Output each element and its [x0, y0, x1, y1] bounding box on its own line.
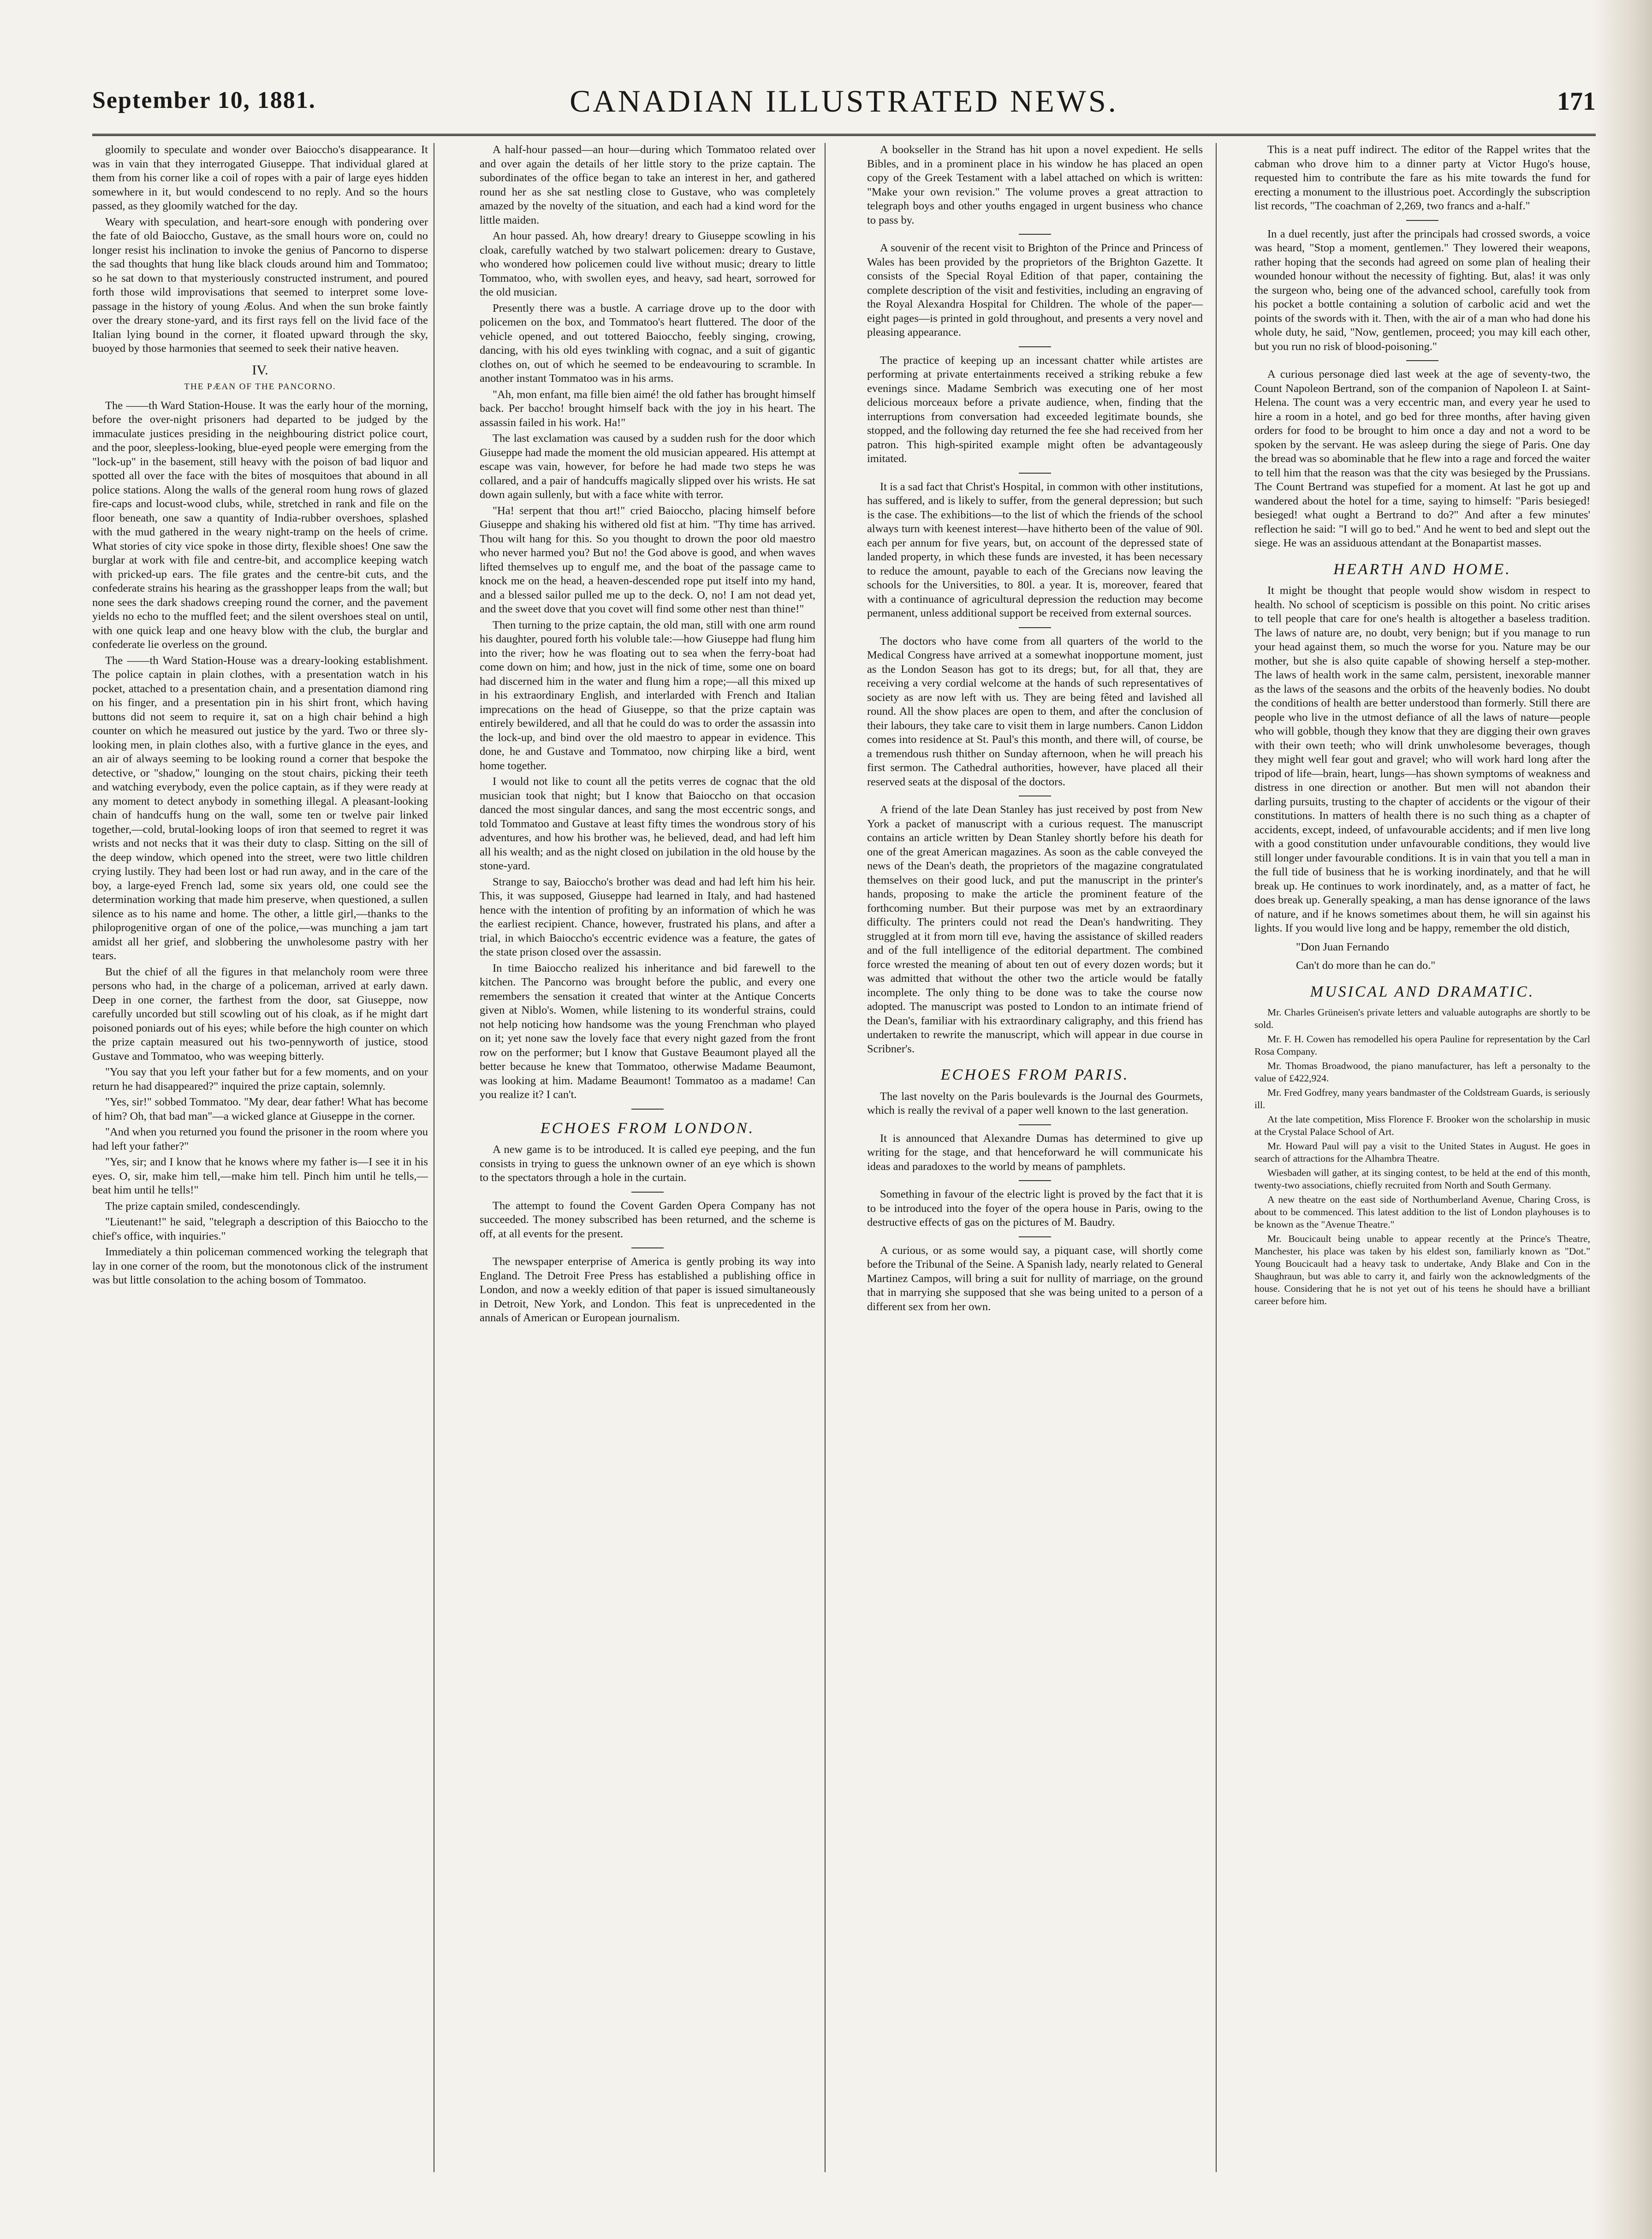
paragraph: "Ha! serpent that thou art!" cried Baioccho, placing himself before Giuseppe and shaking his withered old fist at him. "Thy time has arrived. Thou wilt hang for this. So you thought to drown the poor old maestro who never harmed you? But no! the God above is good, and when waves lifted themselves up to engulf me, and the boat of the passage came to knock me on the head, a heaven-descended rope put itself into my hand, and a blessed sailor pulled me up to the deck. O, no! I am not dead yet, and the sweet dove that you covet will find some other nest than thine!": [480, 504, 815, 615]
paragraph: The newspaper enterprise of America is gently probing its way into England. The Detroit Free Press has established a publishing office in London, and now a weekly edition of that paper is issued simultaneously in Detroit, New York, and London. This feat is unprecedented in the annals of American or European journalism.: [480, 1255, 815, 1324]
paragraph: It is announced that Alexandre Dumas has determined to give up writing for the stage, and that henceforward he will communicate his ideas and paradoxes to the world by means of pamphlets.: [867, 1132, 1203, 1173]
news-item: Mr. Charles Grüneisen's private letters and valuable autographs are shortly to be sold.: [1254, 1007, 1590, 1030]
news-item: Mr. Boucicault being unable to appear recently at the Prince's Theatre, Manchester, his place was taken by his eldest son, familiarly known as "Dot." Young Boucicault had a heavy task to undertake, Andy Blake and Con in the Shaughraun, but was able to carry it, and fairly won the acknowledgments of the house. Considering that he is not yet out of his teens he should have a brilliant career before him.: [1254, 1233, 1590, 1307]
paragraph: In a duel recently, just after the principals had crossed swords, a voice was heard, "Stop a moment, gentlemen." They lowered their weapons, rather hoping that the seconds had agreed on some plan of healing their wounded honour without the necessity of fighting. But, alas! it was only the surgeon who, being one of the advanced school, carefully took from his pocket a bottle containing a solution of carbolic acid and wet the points of the swords with it. Then, with the air of a man who had done his whole duty, he said, "Now, gentlemen, proceed; you may kill each other, but you run no risk of blood-poisoning.": [1254, 227, 1590, 353]
section-heading: ECHOES FROM LONDON.: [540, 1119, 755, 1137]
paragraph: gloomily to speculate and wonder over Baioccho's disappearance. It was in vain that they interrogated Giuseppe. That individual glared at them from his corner like a coil of ropes with a pair of large eyes hidden somewhere in it, but would condescend to no reply. And so the hours passed, as they gloomily watched for the day.: [92, 143, 428, 212]
paragraph: It is a sad fact that Christ's Hospital, in common with other institutions, has suffered, and is likely to suffer, from the general depression; but such is the case. The exhibitions—to the list of which the friends of the school always turn with keenest interest—have hitherto been of the value of 90l. each per annum for five years, but, on account of the depressed state of landed property, in which these funds are invested, it has been necessary to reduce the amount, payable to each of the Grecians now leaving the schools for the Universities, to 80l. a year. It is, moreover, feared that with a continuance of agricultural depression the reduction may become permanent, unless additional support be received from external sources.: [867, 480, 1203, 619]
item-divider: [1019, 1180, 1051, 1181]
paragraph: A curious personage died last week at the age of seventy-two, the Count Napoleon Bertrand, son of the companion of Napoleon I. at Saint-Helena. The count was a very eccentric man, and every year he used to hire a room in a hotel, and go bed for three months, after having given orders for food to be brought to him once a day and not a word to be spoken by the servant. He was asleep during the siege of Paris. One day the bread was so abominable that he flew into a rage and forced the waiter to tell him that the reason was that the city was besieged by the Prussians. The Count Bertrand was stupefied for a moment. At last he got up and wandered about the hotel for a time, saying to himself: "Paris besieged! besieged! what ought a Bertrand to do?" And after a few minutes' reflection he said: "I will go to bed." And he went to bed and slept out the siege. He was an assiduous attendant at the Bonapartist masses.: [1254, 368, 1590, 549]
page-edge: [1592, 0, 1652, 2239]
paragraph: A new game is to be introduced. It is called eye peeping, and the fun consists in trying to guess the unknown owner of an eye which is shown to the spectators through a hole in the curtain.: [480, 1143, 815, 1184]
column-2: [480, 143, 815, 2172]
paragraph: A curious, or as some would say, a piquant case, will shortly come before the Tribunal of the Seine. A Spanish lady, nearly related to General Martinez Campos, will bring a suit for nullity of marriage, on the ground that in marrying she supposed that she was being united to a person of a different sex from her own.: [867, 1244, 1203, 1313]
paragraph: A friend of the late Dean Stanley has just received by post from New York a packet of manuscript with a curious request. The manuscript contains an article written by Dean Stanley shortly before his death for one of the great American magazines. As soon as the cable conveyed the news of the Dean's death, the proprietors of the magazine congratulated themselves on their good luck, and put the manuscript in the printer's hands, proposing to make the article the prominent feature of the forthcoming number. But their purpose was met by an extraordinary difficulty. The printers could not read the Dean's handwriting. They struggled at it from morn till eve, having the assistance of skilled readers and of the full intelligence of the editorial department. The combined force wrested the meaning of about ten out of every dozen words; but it was admitted that without the other two the article would be fatally incomplete. The only thing to be done was to take the course now adopted. The manuscript was posted to London to an intimate friend of the Dean's, familiar with his extraordinary caligraphy, and this friend has undertaken to rewrite the manuscript, which will appear in due course in Scribner's.: [867, 803, 1203, 1055]
item-divider: [1019, 473, 1051, 474]
paragraph: The practice of keeping up an incessant chatter while artistes are performing at private entertainments received a striking rebuke a few evenings since. Madame Sembrich was executing one of her most delicious morceaux before a private audience, when, finding that the interruptions from conversation had exceeded legitimate bounds, she stopped, and the following day returned the fee she had received from her patron. This high-spirited example might often be advantageously imitated.: [867, 354, 1203, 465]
paragraph: Weary with speculation, and heart-sore enough with pondering over the fate of old Baioccho, Gustave, as the small hours wore on, could no longer resist his inclination to invoke the genius of Pancorno to disperse the sad thoughts that hung like black clouds around him and Tommatoo; so he sat down to that mysteriously constructed instrument, and poured forth those wild improvisations that seemed to interpret some love-passage in the history of young Æolus. And when the sun broke faintly over the dreary stone-yard, and its first rays fell on the livid face of the Italian lying bound in the corner, it floated upward through the sky, buoyed by those harmonies that seemed to seek their native heaven.: [92, 215, 428, 355]
paragraph: A souvenir of the recent visit to Brighton of the Prince and Princess of Wales has been provided by the proprietors of the Brighton Gazette. It consists of the Special Royal Edition of that paper, containing the complete description of the visit and festivities, including an engraving of the Royal Alexandra Hospital for Children. The whole of the paper—eight pages—is printed in gold throughout, and presents a very novel and pleasing appearance.: [867, 242, 1203, 339]
paragraph: "Lieutenant!" he said, "telegraph a description of this Baioccho to the chief's office, with inquiries.": [92, 1216, 428, 1242]
paragraph: The ——th Ward Station-House. It was the early hour of the morning, before the over-night prisoners had departed to be judged by the immaculate justices presiding in the neighbouring district police court, and the poor, sleepless-looking, blue-eyed people were emerging from the "lock-up" in the basement, still heavy with the poison of bad liquor and spotted all over the face with the bites of mosquitoes that abound in all police stations. Along the walls of the general room hung rows of glazed fire-caps and locust-wood clubs, while, stretched in rank and file on the floor beneath, one saw a quantity of India-rubber overshoes, splashed with the mud gathered in the weary night-tramp on the heels of crime. What stories of city vice spoke in those dirty, flexible shoes! One saw the burglar at work with file and centre-bit, and accomplice keeping watch with pricked-up ears. The file grates and the centre-bit cuts, and the confederate strains his hearing as the grasshopper leaps from the wall; but none sees the dark shadows creeping round the corner, and the pavement yields no echo to the muffled feet; and the silent overshoes steal on until, with one quick leap and one heavy blow with the club, the burglar and confederate lie overless on the ground.: [92, 399, 428, 651]
paragraph: Immediately a thin policeman commenced working the telegraph that lay in one corner of the room, but the monotonous click of the instrument was but little consolation to the aching bosom of Tommatoo.: [92, 1246, 428, 1286]
page-number: 171: [1557, 87, 1596, 116]
paragraph: A bookseller in the Strand has hit upon a novel expedient. He sells Bibles, and in a prominent place in his window he has placed an open copy of the Greek Testament with a label attached on which is written: "Make your own revision." The volume proves a great attraction to telegraph boys and other youths engaged in urgent business who chance to pass by.: [867, 143, 1203, 226]
section-heading: MUSICAL AND DRAMATIC.: [1310, 983, 1535, 1000]
paragraph: Presently there was a bustle. A carriage drove up to the door with policemen on the box, and Tommatoo's heart fluttered. The door of the vehicle opened, and out tottered Baioccho, feebly singing, crowing, dancing, with his old eyes twinkling with cognac, and a suit of gigantic clothes on, out of which he seemed to be endeavouring to scramble. In another instant Tommatoo was in his arms.: [480, 302, 815, 385]
column-3: [867, 143, 1203, 2172]
column-4: [1254, 143, 1590, 2172]
quoted-verse: "Don Juan Fernando: [1296, 940, 1389, 953]
paragraph: But the chief of all the figures in that melancholy room were three persons who had, in the charge of a policeman, arrived at early dawn. Deep in one corner, the farthest from the door, sat Giuseppe, now carefully uncorded but still scowling out of his cloak, as if he might dart poisoned poniards out of his eyes; while before the high counter on which the prize captain measured out his two-pennyworth of justice, stood Gustave and Tommatoo, who was weeping bitterly.: [92, 965, 428, 1063]
section-divider: [631, 1109, 664, 1110]
section-heading: ECHOES FROM PARIS.: [940, 1066, 1129, 1083]
paragraph: This is a neat puff indirect. The editor of the Rappel writes that the cabman who drove him to a dinner party at Victor Hugo's house, requested him to contribute the fare as his mite towards the fund for erecting a monument to the illustrious poet. Accordingly the subscription list records, "The coachman of 2,269, two francs and a-half.": [1254, 143, 1590, 212]
masthead: [92, 83, 1596, 125]
column-1: [92, 143, 428, 2172]
item-divider: [1019, 1124, 1051, 1125]
item-divider: [631, 1192, 664, 1193]
paragraph: A half-hour passed—an hour—during which Tommatoo related over and over again the details of her little story to the prize captain. The subordinates of the office began to take an interest in her, and gathered round her as she sat nestling close to Gustave, who was completely amazed by the novelty of the situation, and each had a kind word for the little maiden.: [480, 143, 815, 226]
news-item: A new theatre on the east side of Northumberland Avenue, Charing Cross, is about to be commenced. This latest addition to the list of London playhouses is to be known as the "Avenue Theatre.": [1254, 1194, 1590, 1230]
paragraph: Something in favour of the electric light is proved by the fact that it is to be introduced into the foyer of the opera house in Paris, owing to the destructive effects of gas on the pictures of M. Baudry.: [867, 1188, 1203, 1229]
column-divider: [1216, 143, 1217, 2172]
column-divider: [825, 143, 826, 2172]
item-divider: [1406, 360, 1438, 361]
paragraph: The ——th Ward Station-House was a dreary-looking establishment. The police captain in plain clothes, with a presentation watch in his pocket, attached to a presentation chain, and a presentation diamond ring on his finger, and a presentation pin in his shirt front, which having buttons did not seem to require it, sat on a high chair behind a high counter on which he measured out justice by the yard. Two or three sly-looking men, in plain clothes also, with a furtive glance in the eyes, and an air of always seeming to be looking round a corner that bespoke the detective, or "shadow," lounging on the stout chairs, picking their teeth and watching everybody, even the police captain, as if they were ready at any moment to detect anybody in something illegal. A pleasant-looking chain of handcuffs hung on the wall, some ten or twelve pair linked together,—cold, brutal-looking loops of iron that seemed to regret it was wrists and not necks that it was their duty to clasp. Sitting on the sill of the deep window, which opened into the street, were two little children crying lustily. They had been lost or had run away, and in the care of the boy, a large-eyed French lad, some six years old, one could see the determination working that made him preserve, when questioned, a sullen silence as to his name and home. The other, a little girl,—thanks to the philoprogenitive organ of one of the police,—was munching a jam tart amidst all her grief, and slobbering the unwholesome pastry with her tears.: [92, 654, 428, 962]
item-divider: [1019, 346, 1051, 347]
news-item: At the late competition, Miss Florence F. Brooker won the scholarship in music at the Crystal Palace School of Art.: [1254, 1114, 1590, 1137]
paragraph: In time Baioccho realized his inheritance and bid farewell to the kitchen. The Pancorno was brought before the public, and every one remembers the sensation it created that winter at the Antique Concerts given at Niblo's. Women, while listening to its wonderful strains, could not help noticing how handsome was the young Frenchman who played on it; yet none saw the lovely face that every night gazed from the front row on the performer; but I know that Gustave Beaumont played all the better because he knew that Tommatoo, otherwise Madame Beaumont, was looking at him. Madame Beaumont! Tommatoo as a madame! Can you realize it? I can't.: [480, 962, 815, 1101]
paragraph: "Yes, sir!" sobbed Tommatoo. "My dear, dear father! What has become of him? Oh, that bad man"—a wicked glance at Giuseppe in the corner.: [92, 1096, 428, 1122]
paragraph: The last exclamation was caused by a sudden rush for the door which Giuseppe had made the moment the old musician appeared. His attempt at escape was vain, however, for before he had made two steps he was collared, and a pair of handcuffs magically slipped over his wrists. He sat down again sullenly, but with a face white with terror.: [480, 432, 815, 501]
item-divider: [1406, 220, 1438, 221]
item-divider: [631, 1247, 664, 1248]
paragraph: It might be thought that people would show wisdom in respect to health. No school of scepticism is possible on this point. No critic arises to tell people that care for one's health is altogether a baseless tradition. The laws of nature are, no doubt, very benign; but if you manage to run your head against them, so much the worse for you. Nature may be our mother, but she is also quite capable of showing herself a step-mother. The laws of health work in the same calm, persistent, inexorable manner as the laws of the seasons and the orbits of the heavenly bodies. No doubt the conditions of health are better understood than formerly. Still there are people who live in the utmost defiance of all the laws of nature—people who will gobble, though they know that they are digging their own graves with their own teeth; who will drink unwholesome beverages, though they might well fear gout and gravel; who will work hard long after the tripod of life—brain, heart, lungs—has shown symptoms of weakness and distress in one direction or another. But men will not abandon their darling pursuits, trusting to the chapter of accidents or the vigour of their constitutions. In matters of health there is no such thing as a chapter of accidents, except, indeed, of unfavourable accidents; and if men live long with a good constitution under unfavourable conditions, they would live still longer under favourable conditions. It is in vain that you tell a man in the full tide of business that he is working inordinately, and that he will break up. He continues to work inordinately, and, as a matter of fact, he does break up. Generally speaking, a man has dense ignorance of the laws of nature, and if he knows sometimes about them, he will sin against his lights. If you would live long and be happy, remember the old distich,: [1254, 584, 1590, 934]
chapter-title: THE PÆAN OF THE PANCORNO.: [184, 382, 336, 392]
newspaper-title: CANADIAN ILLUSTRATED NEWS.: [570, 83, 1118, 119]
paragraph: The attempt to found the Covent Garden Opera Company has not succeeded. The money subscribed has been returned, and the scheme is off, at all events for the present.: [480, 1199, 815, 1240]
chapter-number: IV.: [252, 362, 268, 378]
paragraph: "And when you returned you found the prisoner in the room where you had left your father?": [92, 1126, 428, 1152]
paragraph: Strange to say, Baioccho's brother was dead and had left him his heir. This, it was supposed, Giuseppe had learned in Italy, and had hastened hence with the intention of profiting by an information of which he was the earliest recipient. Chance, however, frustrated his plans, and after a trial, in which Baioccho's eccentric evidence was a feature, the gates of the state prison closed over the assassin.: [480, 875, 815, 958]
news-items: [1254, 1006, 1590, 1307]
paragraph: "Yes, sir; and I know that he knows where my father is—I see it in his eyes. O, sir, make him tell,—make him tell. Pinch him until he tells,—beat him until he tells!": [92, 1156, 428, 1196]
section-heading: HEARTH AND HOME.: [1333, 560, 1511, 578]
item-divider: [1019, 1236, 1051, 1237]
issue-date: September 10, 1881.: [92, 87, 316, 113]
paragraph: Then turning to the prize captain, the old man, still with one arm round his daughter, poured forth his voluble tale:—how Giuseppe had flung him into the river; how he was floating out to sea when the ferry-boat had come down on him; and how, just in the nick of time, some one on board had discerned him in the water and flung him a rope;—all this mixed up in his extraordinary English, and interlarded with French and Italian imprecations on the head of Giuseppe, so that the prize captain was entirely bewildered, and all that he could do was to order the assassin into the lock-up, and bind over the old maestro to appear in evidence. This done, he and Gustave and Tommatoo, now chirping like a bird, went home together.: [480, 618, 815, 772]
item-divider: [1019, 627, 1051, 628]
masthead-rule: [92, 134, 1596, 136]
paragraph: The doctors who have come from all quarters of the world to the Medical Congress have arrived at a somewhat inopportune moment, just as the London Season has got to its dregs; but, for all that, they are receiving a very cordial welcome at the hands of such representatives of society as are now left with us. They are being fêted and lavished all round. All the show places are open to them, and after the conclusion of their labours, they take care to visit them in large numbers. Canon Liddon comes into residence at St. Paul's this month, and there will, of course, be a tremendous rush thither on Sunday afternoon, when he will preach his first sermon. The Cathedral authorities, however, have placed all their reserved seats at the disposal of the doctors.: [867, 635, 1203, 788]
news-item: Mr. Fred Godfrey, many years bandmaster of the Coldstream Guards, is seriously ill.: [1254, 1087, 1590, 1111]
item-divider: [1019, 234, 1051, 235]
news-item: Mr. Howard Paul will pay a visit to the United States in August. He goes in search of attractions for the Alhambra Theatre.: [1254, 1140, 1590, 1164]
paragraph: "Ah, mon enfant, ma fille bien aimé! the old father has brought himself back. Per baccho! brought himself back with the joy in his heart. The assassin failed in his work. Ha!": [480, 388, 815, 429]
news-item: Mr. F. H. Cowen has remodelled his opera Pauline for representation by the Carl Rosa Company.: [1254, 1033, 1590, 1057]
news-item: Wiesbaden will gather, at its singing contest, to be held at the end of this month, twenty-two associations, chiefly recruited from North and South Germany.: [1254, 1167, 1590, 1191]
paragraph: I would not like to count all the petits verres de cognac that the old musician took that night; but I know that Baioccho on that occasion danced the most singular dances, and sang the most eccentric songs, and told Tommatoo and Gustave at least fifty times the wondrous story of his adventures, and how his brother was, he believed, dead, and had left him all his wealth; and as the night closed on jubilation in the old house by the stone-yard.: [480, 775, 815, 872]
quoted-verse: Can't do more than he can do.": [1296, 959, 1436, 972]
paragraph: The prize captain smiled, condescendingly.: [105, 1200, 300, 1212]
paragraph: "You say that you left your father but for a few moments, and on your return he had disappeared?" inquired the prize captain, solemnly.: [92, 1066, 428, 1093]
paragraph: An hour passed. Ah, how dreary! dreary to Giuseppe scowling in his cloak, carefully watched by two stalwart policemen: dreary to Gustave, who wondered how policemen could live without music; dreary to little Tommatoo, who, with swollen eyes, and heavy, sad heart, sorrowed for the old musician.: [480, 230, 815, 298]
news-item: Mr. Thomas Broadwood, the piano manufacturer, has left a personalty to the value of £422,924.: [1254, 1060, 1590, 1084]
paragraph: The last novelty on the Paris boulevards is the Journal des Gourmets, which is really the revival of a paper well known to the last generation.: [867, 1090, 1203, 1117]
